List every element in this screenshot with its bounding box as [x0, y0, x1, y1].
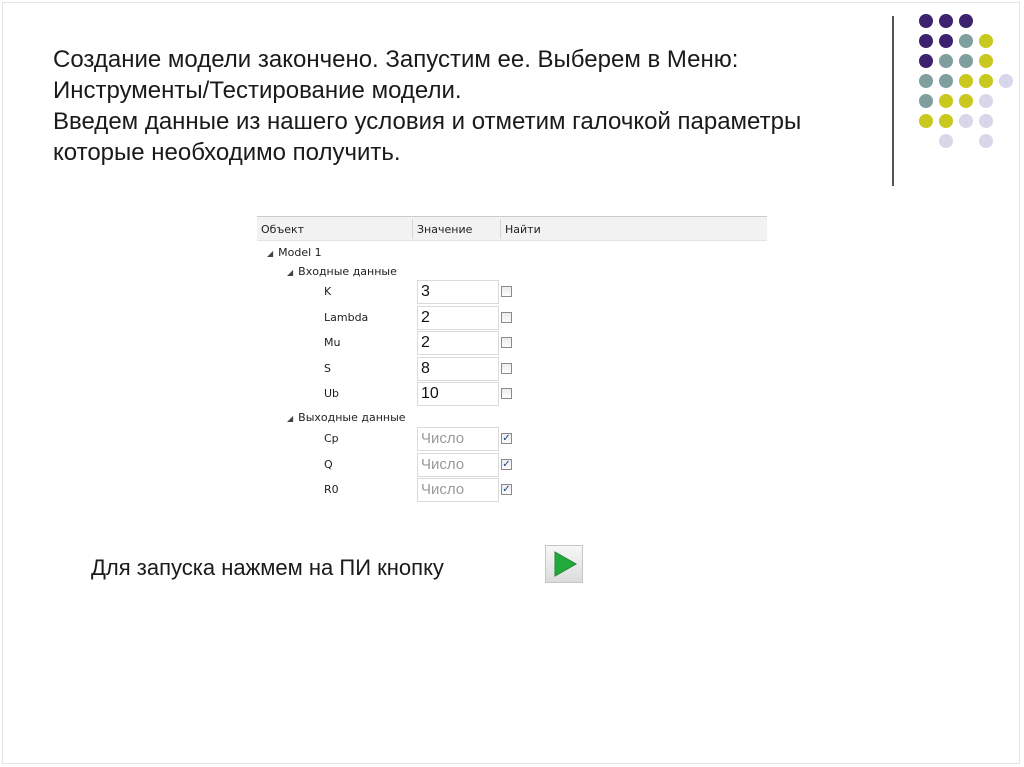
find-checkbox-checked[interactable]: ✓ — [502, 433, 511, 444]
decorative-dot — [939, 134, 953, 148]
param-label: R0 — [324, 483, 339, 496]
param-label: Cp — [324, 432, 339, 445]
find-checkbox-checked[interactable]: ✓ — [502, 458, 511, 470]
input-value-field[interactable]: 10 — [417, 382, 499, 406]
decorative-dot — [939, 34, 953, 48]
decorative-dot — [939, 54, 953, 68]
heading-line: Инструменты/Тестирование модели. — [53, 77, 462, 104]
decorative-dot — [919, 34, 933, 48]
decorative-dot — [979, 114, 993, 128]
column-header-find[interactable]: Найти — [505, 223, 541, 236]
output-value-field[interactable]: Число — [417, 453, 499, 477]
param-label: S — [324, 361, 331, 375]
decorative-dot — [959, 94, 973, 108]
decorative-dot — [979, 54, 993, 68]
decorative-dot — [979, 94, 993, 108]
decorative-dot — [939, 94, 953, 108]
input-group-label: Входные данные — [298, 265, 397, 278]
decorative-dot — [919, 14, 933, 28]
find-checkbox[interactable] — [501, 337, 512, 348]
column-header-value[interactable]: Значение — [417, 223, 473, 236]
output-value-field[interactable]: Число — [417, 427, 499, 451]
decorative-dot — [959, 74, 973, 88]
column-separator[interactable] — [412, 219, 413, 239]
find-checkbox[interactable] — [501, 388, 512, 399]
column-header-object[interactable]: Объект — [261, 223, 305, 236]
param-label: Ub — [324, 387, 340, 400]
expand-triangle-icon[interactable]: ◢ — [287, 268, 294, 277]
decorative-dot — [979, 74, 993, 88]
find-checkbox[interactable] — [501, 312, 512, 323]
run-instruction: Для запуска нажмем на ПИ кнопку — [91, 555, 444, 580]
find-checkbox[interactable] — [501, 286, 512, 297]
heading-line: Создание модели закончено. Запустим ее. Выберем в Меню: — [53, 46, 739, 73]
decorative-dot — [959, 54, 973, 68]
decorative-dot — [919, 94, 933, 108]
param-label: Q — [324, 457, 333, 471]
decorative-dot — [979, 34, 993, 48]
expand-triangle-icon[interactable]: ◢ — [287, 414, 294, 423]
output-value-field[interactable]: Число — [417, 478, 499, 502]
find-checkbox-checked[interactable]: ✓ — [502, 484, 511, 495]
decorative-dot — [939, 74, 953, 88]
decorative-dot — [959, 14, 973, 28]
param-label: Mu — [324, 336, 341, 349]
input-value-field[interactable]: 3 — [417, 280, 499, 304]
expand-triangle-icon[interactable]: ◢ — [267, 249, 274, 258]
model-test-grid — [257, 216, 767, 506]
decorative-dot — [959, 114, 973, 128]
param-label: K — [324, 285, 332, 298]
param-label: Lambda — [324, 310, 369, 324]
tree-node-model[interactable] — [267, 246, 322, 259]
output-group-label: Выходные данные — [298, 411, 406, 424]
decorative-dot — [919, 74, 933, 88]
slide-heading — [53, 44, 883, 168]
input-value-field[interactable]: 8 — [417, 357, 499, 381]
decorative-dot — [919, 114, 933, 128]
heading-line: которые необходимо получить. — [53, 139, 401, 166]
input-value-field[interactable]: 2 — [417, 306, 499, 330]
tree-node-inputs[interactable] — [287, 265, 397, 278]
decorative-dot — [919, 54, 933, 68]
run-button[interactable] — [545, 545, 583, 583]
decorative-dot — [939, 14, 953, 28]
decorative-dot — [979, 134, 993, 148]
vertical-divider — [892, 16, 894, 186]
play-icon — [552, 551, 578, 577]
decorative-dots — [900, 0, 1024, 170]
decorative-dot — [959, 34, 973, 48]
model-name: Model 1 — [278, 246, 322, 259]
grid-header — [257, 216, 767, 241]
column-separator[interactable] — [500, 219, 501, 239]
find-checkbox[interactable] — [501, 363, 512, 374]
heading-line: Введем данные из нашего условия и отметим галочкой параметры — [53, 108, 802, 135]
input-value-field[interactable]: 2 — [417, 331, 499, 355]
decorative-dot — [939, 114, 953, 128]
decorative-dot — [999, 74, 1013, 88]
tree-node-outputs[interactable] — [287, 411, 406, 424]
